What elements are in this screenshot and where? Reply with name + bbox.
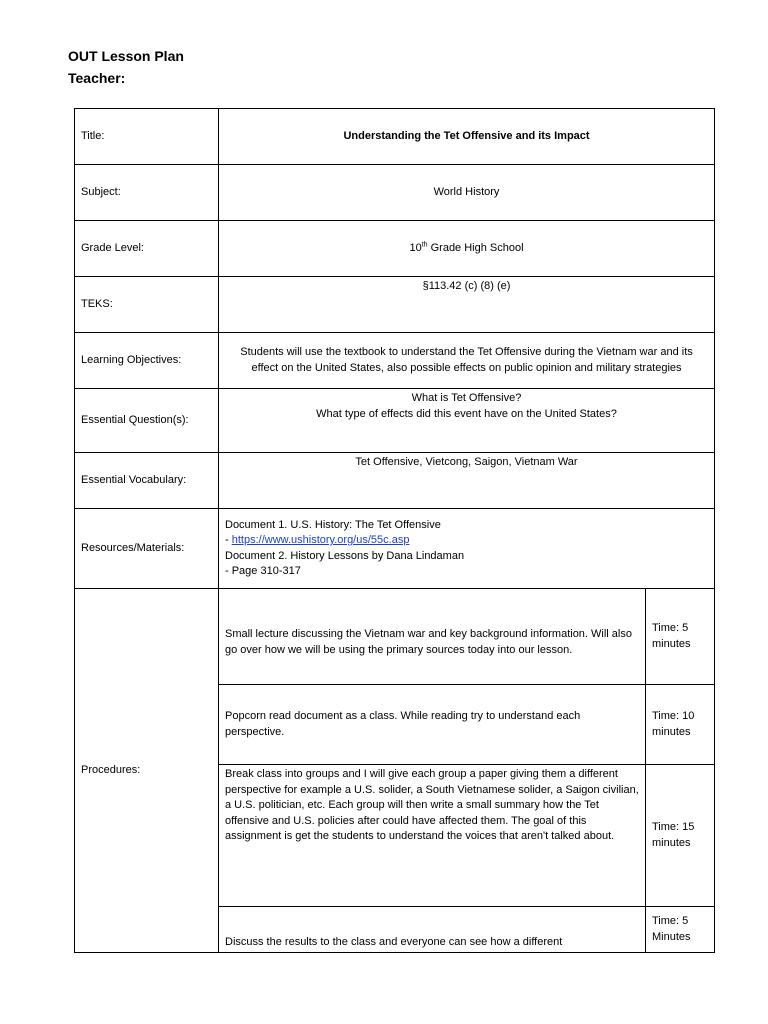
grade-number: 10 [409, 241, 422, 254]
procedure-step-time: Time: 5 minutes [646, 589, 715, 685]
lesson-plan-table [74, 108, 715, 953]
resource-dash: - [225, 534, 232, 546]
document-heading [68, 46, 184, 90]
teks-value: §113.42 (c) (8) (e) [219, 277, 715, 333]
procedure-step-time: Time: 10 minutes [646, 685, 715, 765]
lesson-plan-title: OUT Lesson Plan [68, 48, 184, 64]
procedure-step-text: Break class into groups and I will give each group a paper giving them a different perspective for example a U.S. solider, a South Vietnamese solider, a Saigon civilian, a U.S. politician, etc. Each group will then write a small summary how the Tet offensive and U.S. policies after could have affected them. The goal of this assignment is get the students to understand the voices that aren't talked about. [219, 765, 646, 907]
grade-text: Grade High School [427, 241, 524, 254]
grade-row [75, 221, 715, 277]
vocabulary-row [75, 453, 715, 509]
subject-label: Subject: [75, 165, 219, 221]
resource-doc-2: Document 2. History Lessons by Dana Lindaman [225, 549, 465, 562]
grade-value [219, 221, 715, 277]
procedure-step-text: Discuss the results to the class and everyone can see how a different [219, 907, 646, 953]
vocabulary-label: Essential Vocabulary: [75, 453, 219, 509]
question-1: What is Tet Offensive? [411, 392, 522, 404]
procedure-step-text: Popcorn read document as a class. While reading try to understand each perspective. [219, 685, 646, 765]
question-2: What type of effects did this event have on the United States? [316, 407, 617, 420]
vocabulary-value: Tet Offensive, Vietcong, Saigon, Vietnam War [219, 453, 715, 509]
procedures-label: Procedures: [75, 589, 219, 953]
procedure-step-time: Time: 15 minutes [646, 765, 715, 907]
teks-label: TEKS: [75, 277, 219, 333]
resources-label: Resources/Materials: [75, 509, 219, 589]
procedure-step-text: Small lecture discussing the Vietnam war and key background information. Will also go over how we will be using the primary sources today into our lesson. [219, 589, 646, 685]
title-value: Understanding the Tet Offensive and its Impact [219, 109, 715, 165]
teks-row [75, 277, 715, 333]
questions-row [75, 389, 715, 453]
procedure-step-time: Time: 5 Minutes [646, 907, 715, 953]
questions-label: Essential Question(s): [75, 389, 219, 453]
resources-row [75, 509, 715, 589]
title-row [75, 109, 715, 165]
subject-value: World History [219, 165, 715, 221]
resource-doc-1-link[interactable]: https://www.ushistory.org/us/55c.asp [231, 534, 410, 546]
teacher-label: Teacher: [68, 70, 126, 86]
grade-label: Grade Level: [75, 221, 219, 277]
title-label: Title: [75, 109, 219, 165]
grade-suffix: th [421, 241, 428, 249]
procedure-step-row [75, 589, 715, 685]
resource-doc-1: Document 1. U.S. History: The Tet Offensive [225, 518, 441, 531]
objectives-row [75, 333, 715, 389]
resource-doc-2-page: - Page 310-317 [225, 565, 301, 577]
resource-doc-1-link-line [225, 533, 708, 549]
subject-row [75, 165, 715, 221]
questions-value [219, 389, 715, 453]
resources-value [219, 509, 715, 589]
objectives-label: Learning Objectives: [75, 333, 219, 389]
objectives-value: Students will use the textbook to understand the Tet Offensive during the Vietnam war and its effect on the United States, also possible effects on public opinion and military strategies [219, 333, 715, 389]
